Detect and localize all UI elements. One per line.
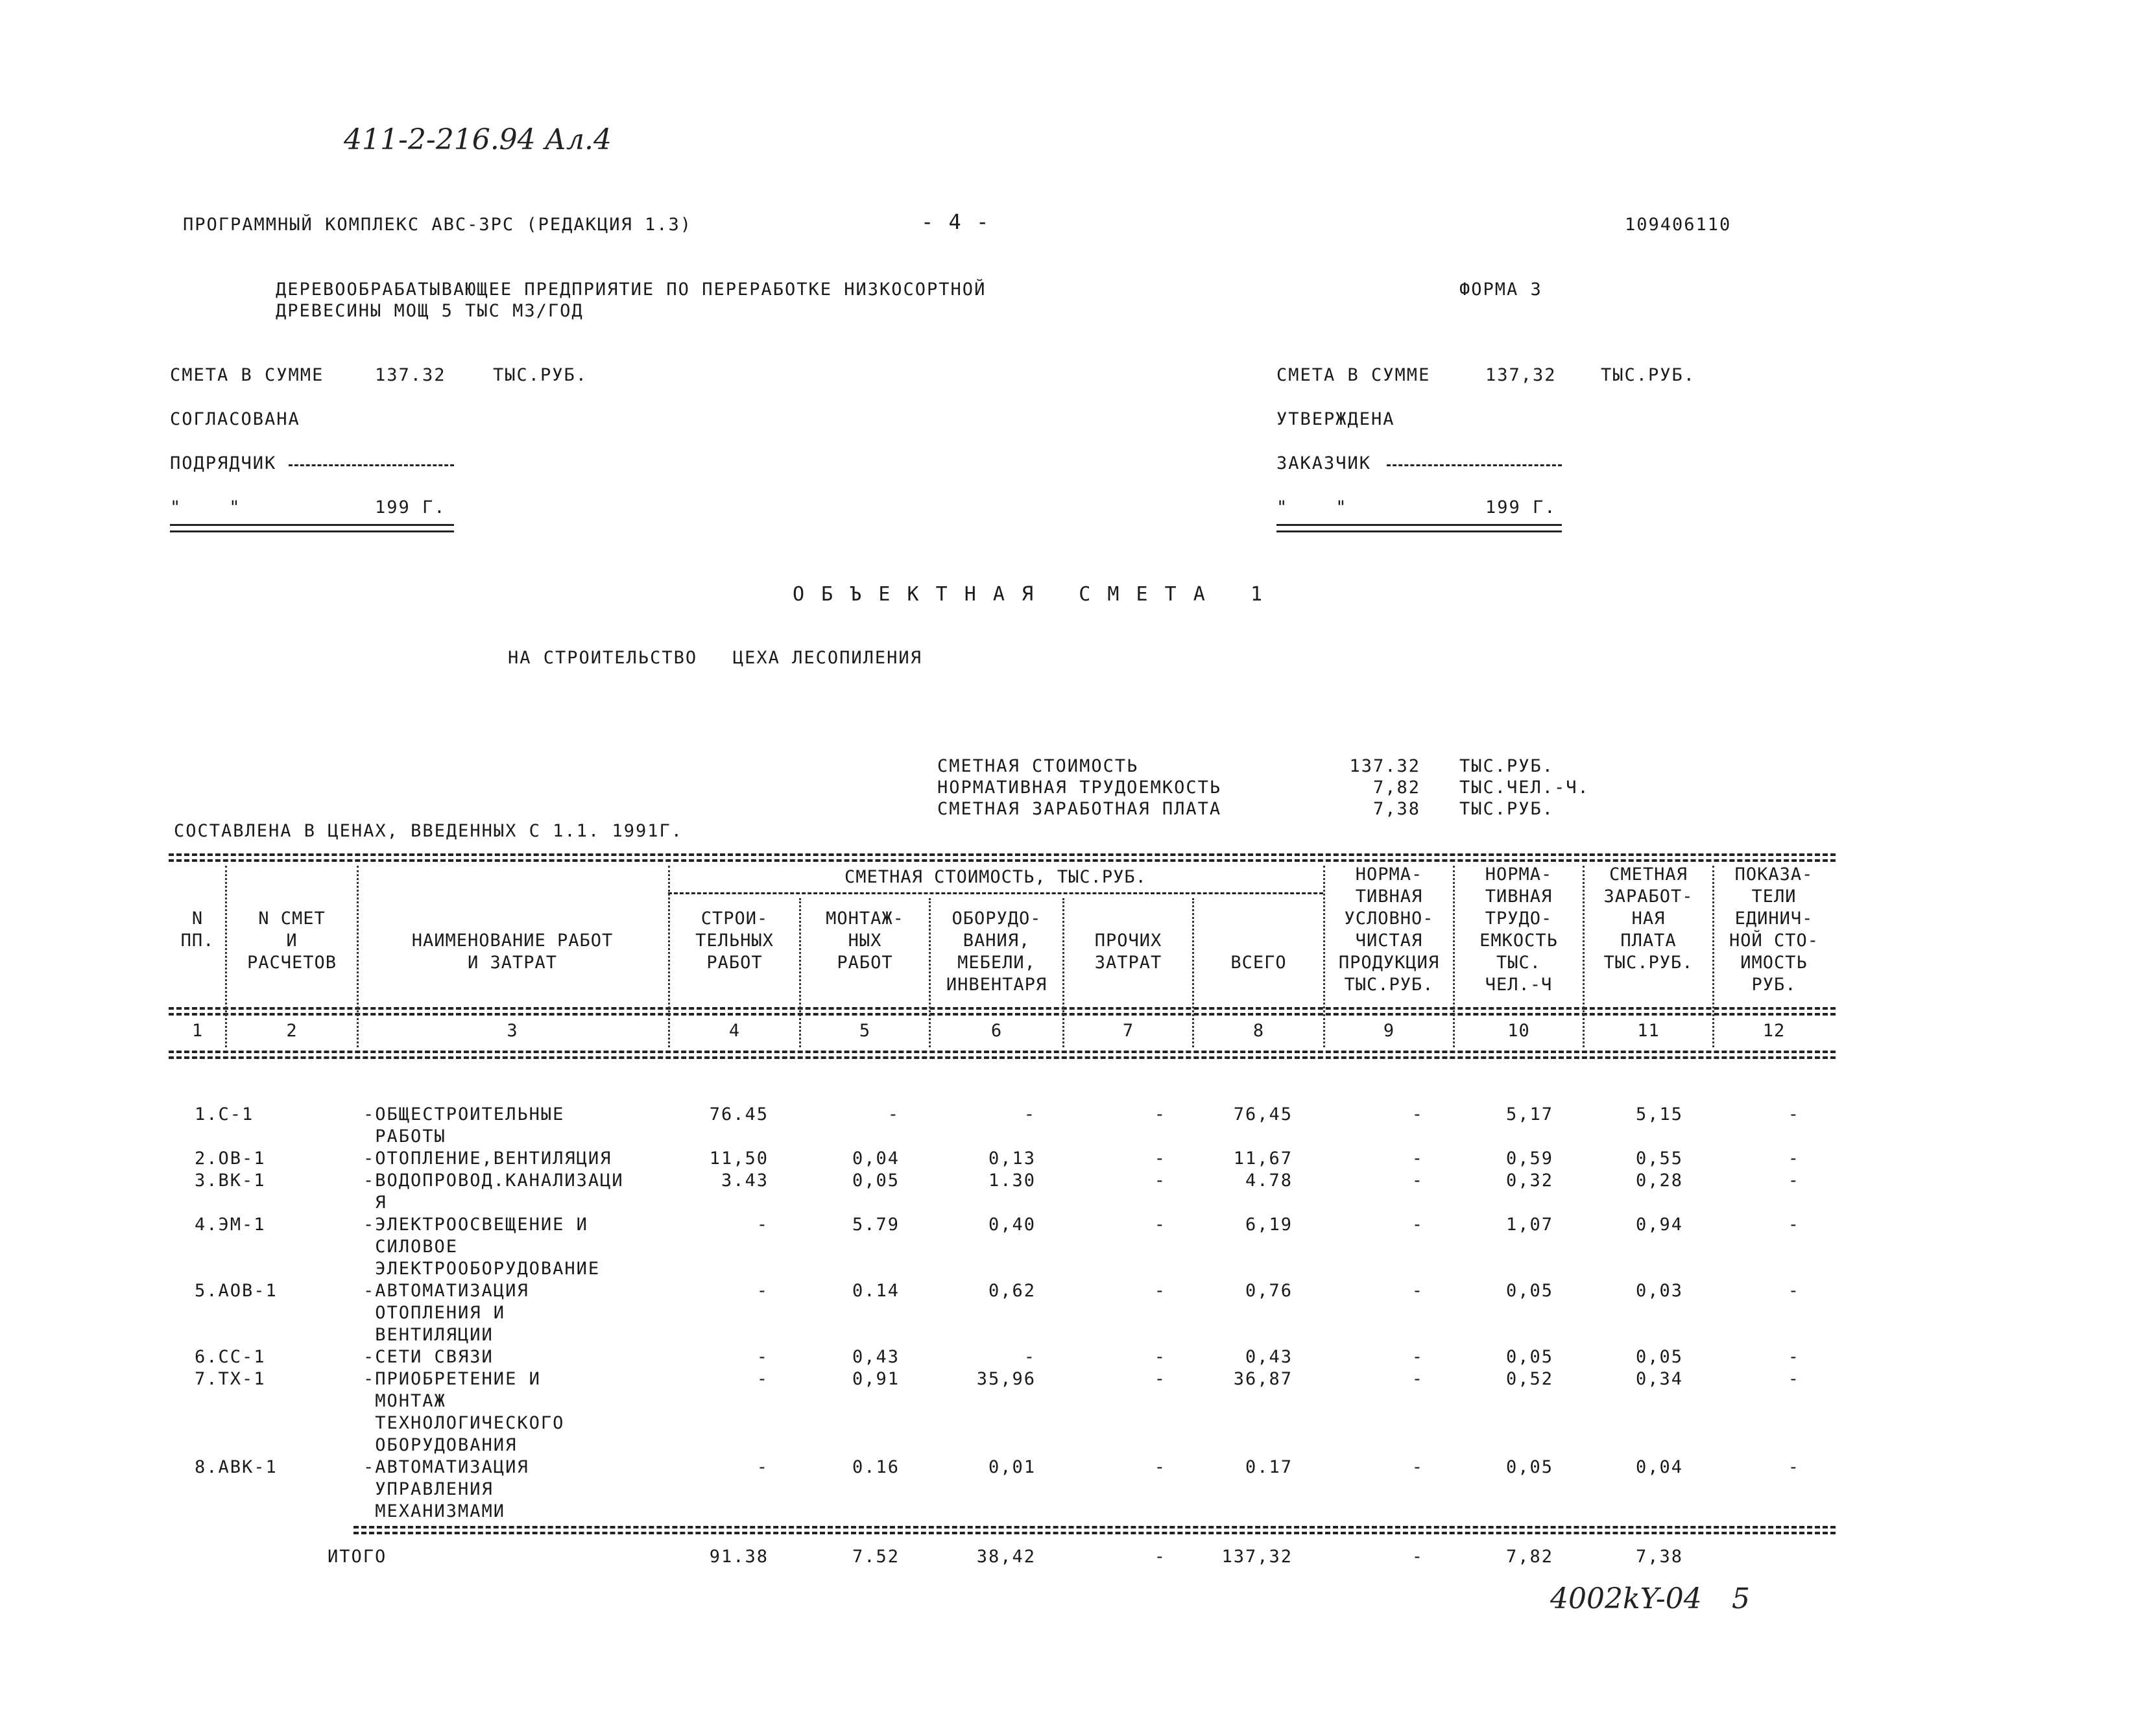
- total-label: ИТОГО: [328, 1547, 387, 1567]
- total-rule-2: [353, 1532, 1836, 1534]
- row-cell-c6: 0,13: [988, 1148, 1036, 1169]
- row-cell-c11: 0,28: [1635, 1171, 1683, 1191]
- row-cell-c5: 0.14: [852, 1281, 900, 1301]
- prices-note: СОСТАВЛЕНА В ЦЕНАХ, ВВЕДЕННЫХ С 1.1. 1991Г.: [174, 821, 683, 841]
- row-cell-c10: 0,05: [1505, 1457, 1553, 1477]
- total-c8: 137,32: [1221, 1547, 1293, 1567]
- handwritten-top-code: 411-2-216.94 Ал.4: [344, 123, 612, 156]
- row-cell-c10: 0,05: [1505, 1347, 1553, 1367]
- row-name: -ОБЩЕСТРОИТЕЛЬНЫЕ РАБОТЫ: [363, 1104, 565, 1147]
- row-cell-c10: 5,17: [1505, 1104, 1553, 1124]
- total-c7: -: [1154, 1547, 1166, 1567]
- row-cell-c8: 0.17: [1245, 1457, 1293, 1477]
- page-marker: - 4 -: [921, 209, 990, 234]
- row-cell-c7: -: [1154, 1369, 1166, 1389]
- row-code: 6.СС-1: [195, 1347, 266, 1367]
- signature-line-left: [289, 464, 454, 466]
- row-cell-c10: 0,05: [1505, 1281, 1553, 1301]
- date-underline-right: [1276, 524, 1562, 526]
- quotes-right: " ": [1276, 497, 1348, 517]
- row-code: 4.ЭМ-1: [195, 1215, 266, 1235]
- row-cell-c8: 36,87: [1233, 1369, 1293, 1389]
- colnum-bottom-rule: [169, 1051, 1836, 1053]
- row-cell-c6: 0,62: [988, 1281, 1036, 1301]
- header-col-5: МОНТАЖ- НЫХ РАБОТ: [826, 909, 904, 973]
- row-cell-c6: -: [1024, 1104, 1036, 1124]
- row-cell-c4: 11,50: [709, 1148, 769, 1169]
- row-cell-c9: -: [1411, 1104, 1424, 1124]
- row-cell-c11: 0,03: [1635, 1281, 1683, 1301]
- status-right: УТВЕРЖДЕНА: [1276, 409, 1395, 429]
- project-line-1: ДЕРЕВООБРАБАТЫВАЮЩЕЕ ПРЕДПРИЯТИЕ ПО ПЕРЕРАБОТКЕ НИЗКОСОРТНОЙ: [276, 279, 987, 300]
- row-cell-c4: -: [756, 1369, 769, 1389]
- status-left: СОГЛАСОВАНА: [170, 409, 300, 429]
- row-cell-c7: -: [1154, 1457, 1166, 1477]
- row-name: -АВТОМАТИЗАЦИЯ ОТОПЛЕНИЯ И ВЕНТИЛЯЦИИ: [363, 1281, 529, 1345]
- col-sep: [1323, 866, 1325, 1047]
- row-cell-c9: -: [1411, 1171, 1424, 1191]
- colnum-bottom-rule-2: [169, 1056, 1836, 1059]
- summary-value-labor: 7,82: [1372, 778, 1420, 798]
- total-c10: 7,82: [1505, 1547, 1553, 1567]
- row-cell-c9: -: [1411, 1148, 1424, 1169]
- header-col-2: N СМЕТ И РАСЧЕТОВ: [246, 909, 337, 973]
- col-sep: [668, 866, 670, 1047]
- row-cell-c5: 0,43: [852, 1347, 900, 1367]
- row-code: 1.С-1: [195, 1104, 254, 1124]
- total-c5: 7.52: [852, 1547, 900, 1567]
- row-name: -ПРИОБРЕТЕНИЕ И МОНТАЖ ТЕХНОЛОГИЧЕСКОГО ОБОРУДОВАНИЯ: [363, 1369, 565, 1455]
- row-cell-c5: 0,91: [852, 1369, 900, 1389]
- group-header-rule: [668, 892, 1323, 894]
- summary-unit-cost: ТЫС.РУБ.: [1459, 756, 1555, 776]
- summary-value-cost: 137.32: [1349, 756, 1420, 776]
- table-top-rule-2: [169, 859, 1836, 862]
- header-col-9: НОРМА- ТИВНАЯ УСЛОВНО- ЧИСТАЯ ПРОДУКЦИЯ ТЫС.РУБ.: [1338, 864, 1440, 995]
- row-cell-c8: 0,76: [1245, 1281, 1293, 1301]
- row-cell-c8: 76,45: [1233, 1104, 1293, 1124]
- header-bottom-rule-2: [169, 1013, 1836, 1016]
- col-sep: [225, 866, 227, 1047]
- date-underline-left-2: [170, 530, 454, 532]
- sum-value-right: 137,32: [1485, 365, 1557, 385]
- colnum: 10: [1507, 1021, 1530, 1041]
- header-bottom-rule: [169, 1007, 1836, 1010]
- row-cell-c5: 0,05: [852, 1171, 900, 1191]
- header-col-12: ПОКАЗА- ТЕЛИ ЕДИНИЧ- НОЙ СТО- ИМОСТЬ РУБ.: [1729, 864, 1819, 995]
- row-name: -ЭЛЕКТРООСВЕЩЕНИЕ И СИЛОВОЕ ЭЛЕКТРООБОРУДОВАНИЕ: [363, 1215, 601, 1279]
- row-cell-c7: -: [1154, 1347, 1166, 1367]
- total-c9: -: [1411, 1547, 1424, 1567]
- row-cell-c7: -: [1154, 1171, 1166, 1191]
- colnum: 6: [990, 1021, 1003, 1041]
- row-cell-c10: 0,32: [1505, 1171, 1553, 1191]
- row-cell-c9: -: [1411, 1369, 1424, 1389]
- row-cell-c11: 0,34: [1635, 1369, 1683, 1389]
- row-cell-c7: -: [1154, 1281, 1166, 1301]
- colnum: 1: [191, 1021, 204, 1041]
- row-cell-c12: -: [1788, 1457, 1800, 1477]
- row-cell-c12: -: [1788, 1347, 1800, 1367]
- total-c11: 7,38: [1635, 1547, 1683, 1567]
- header-col-7: ПРОЧИХ ЗАТРАТ: [1094, 931, 1162, 973]
- row-cell-c5: -: [887, 1104, 900, 1124]
- colnum: 12: [1762, 1021, 1786, 1041]
- signature-line-right: [1387, 464, 1562, 466]
- party-right: ЗАКАЗЧИК: [1276, 453, 1372, 473]
- row-cell-c5: 5.79: [852, 1215, 900, 1235]
- row-cell-c12: -: [1788, 1369, 1800, 1389]
- document-title: О Б Ъ Е К Т Н А Я С М Е Т А 1: [793, 583, 1265, 606]
- row-cell-c9: -: [1411, 1281, 1424, 1301]
- row-cell-c4: -: [756, 1215, 769, 1235]
- total-c6: 38,42: [976, 1547, 1036, 1567]
- col-sep: [1583, 866, 1585, 1047]
- row-code: 8.АВК-1: [195, 1457, 278, 1477]
- row-cell-c6: 0,01: [988, 1457, 1036, 1477]
- row-cell-c7: -: [1154, 1215, 1166, 1235]
- year-right: 199 Г.: [1485, 497, 1557, 517]
- row-cell-c4: 76.45: [709, 1104, 769, 1124]
- year-left: 199 Г.: [375, 497, 446, 517]
- row-cell-c6: 35,96: [976, 1369, 1036, 1389]
- row-cell-c12: -: [1788, 1215, 1800, 1235]
- row-cell-c6: 0,40: [988, 1215, 1036, 1235]
- col-sep: [799, 898, 801, 1047]
- handwritten-bottom-code: 4002kY-04: [1550, 1582, 1702, 1615]
- row-cell-c11: 0,55: [1635, 1148, 1683, 1169]
- party-left: ПОДРЯДЧИК: [170, 453, 277, 473]
- row-cell-c11: 0,94: [1635, 1215, 1683, 1235]
- summary-unit-wage: ТЫС.РУБ.: [1459, 799, 1555, 819]
- row-cell-c10: 0,59: [1505, 1148, 1553, 1169]
- col-sep: [357, 866, 359, 1047]
- row-cell-c11: 0,04: [1635, 1457, 1683, 1477]
- row-name: -ВОДОПРОВОД.КАНАЛИЗАЦИ Я: [363, 1171, 624, 1213]
- colnum: 3: [507, 1021, 518, 1041]
- colnum: 8: [1252, 1021, 1265, 1041]
- colnum: 4: [728, 1021, 741, 1041]
- row-cell-c8: 11,67: [1233, 1148, 1293, 1169]
- total-c4: 91.38: [709, 1547, 769, 1567]
- summary-label-wage: СМЕТНАЯ ЗАРАБОТНАЯ ПЛАТА: [937, 799, 1222, 819]
- row-cell-c9: -: [1411, 1215, 1424, 1235]
- col-sep: [1192, 898, 1194, 1047]
- sum-value-left: 137.32: [375, 365, 446, 385]
- group-header: СМЕТНАЯ СТОИМОСТЬ, ТЫС.РУБ.: [844, 867, 1147, 887]
- row-cell-c5: 0,04: [852, 1148, 900, 1169]
- row-cell-c8: 4.78: [1245, 1171, 1293, 1191]
- row-name: -ОТОПЛЕНИЕ,ВЕНТИЛЯЦИЯ: [363, 1148, 612, 1169]
- row-cell-c12: -: [1788, 1281, 1800, 1301]
- colnum: 11: [1637, 1021, 1660, 1041]
- row-cell-c8: 0,43: [1245, 1347, 1293, 1367]
- row-cell-c6: 1.30: [988, 1171, 1036, 1191]
- total-rule: [353, 1526, 1836, 1528]
- row-cell-c8: 6,19: [1245, 1215, 1293, 1235]
- row-cell-c7: -: [1154, 1148, 1166, 1169]
- row-code: 5.АОВ-1: [195, 1281, 278, 1301]
- row-cell-c4: -: [756, 1457, 769, 1477]
- form-number: ФОРМА 3: [1459, 279, 1542, 300]
- sum-unit-right: ТЫС.РУБ.: [1601, 365, 1696, 385]
- program-name: ПРОГРАММНЫЙ КОМПЛЕКС АВС-3РС (РЕДАКЦИЯ 1.3): [183, 215, 692, 235]
- doc-number: 109406110: [1625, 215, 1732, 235]
- row-cell-c10: 1,07: [1505, 1215, 1553, 1235]
- row-cell-c9: -: [1411, 1457, 1424, 1477]
- colnum: 9: [1383, 1021, 1395, 1041]
- header-col-10: НОРМА- ТИВНАЯ ТРУДО- ЕМКОСТЬ ТЫС. ЧЕЛ.-Ч: [1479, 864, 1558, 995]
- table-top-rule: [169, 853, 1836, 856]
- row-cell-c5: 0.16: [852, 1457, 900, 1477]
- colnum: 5: [859, 1021, 871, 1041]
- header-col-4: СТРОИ- ТЕЛЬНЫХ РАБОТ: [695, 909, 774, 973]
- col-sep: [1712, 866, 1714, 1047]
- quotes-left: " ": [170, 497, 241, 517]
- handwritten-page-number: 5: [1732, 1582, 1750, 1615]
- row-cell-c4: -: [756, 1347, 769, 1367]
- row-cell-c10: 0,52: [1505, 1369, 1553, 1389]
- row-cell-c12: -: [1788, 1148, 1800, 1169]
- col-sep: [1062, 898, 1064, 1047]
- col-sep: [929, 898, 931, 1047]
- colnum: 2: [286, 1021, 298, 1041]
- row-cell-c6: -: [1024, 1347, 1036, 1367]
- row-cell-c11: 5,15: [1635, 1104, 1683, 1124]
- summary-label-cost: СМЕТНАЯ СТОИМОСТЬ: [937, 756, 1139, 776]
- sum-label-left: СМЕТА В СУММЕ: [170, 365, 324, 385]
- header-col-1: N ПП.: [180, 909, 215, 951]
- sum-label-right: СМЕТА В СУММЕ: [1276, 365, 1431, 385]
- row-name: -АВТОМАТИЗАЦИЯ УПРАВЛЕНИЯ МЕХАНИЗМАМИ: [363, 1457, 529, 1521]
- summary-label-labor: НОРМАТИВНАЯ ТРУДОЕМКОСТЬ: [937, 778, 1222, 798]
- date-underline-right-2: [1276, 530, 1562, 532]
- project-line-2: ДРЕВЕСИНЫ МОЩ 5 ТЫС М3/ГОД: [276, 301, 584, 321]
- row-cell-c12: -: [1788, 1104, 1800, 1124]
- colnum: 7: [1122, 1021, 1134, 1041]
- row-code: 2.ОВ-1: [195, 1148, 266, 1169]
- row-cell-c4: 3.43: [721, 1171, 769, 1191]
- header-col-3: НАИМЕНОВАНИЕ РАБОТ И ЗАТРАТ: [411, 931, 614, 973]
- row-cell-c9: -: [1411, 1347, 1424, 1367]
- sum-unit-left: ТЫС.РУБ.: [493, 365, 588, 385]
- row-name: -СЕТИ СВЯЗИ: [363, 1347, 494, 1367]
- row-cell-c4: -: [756, 1281, 769, 1301]
- col-sep: [1453, 866, 1455, 1047]
- row-code: 3.ВК-1: [195, 1171, 266, 1191]
- document-subtitle: НА СТРОИТЕЛЬСТВО ЦЕХА ЛЕСОПИЛЕНИЯ: [508, 648, 922, 668]
- row-code: 7.ТХ-1: [195, 1369, 266, 1389]
- row-cell-c7: -: [1154, 1104, 1166, 1124]
- summary-value-wage: 7,38: [1372, 799, 1420, 819]
- row-cell-c12: -: [1788, 1171, 1800, 1191]
- summary-unit-labor: ТЫС.ЧЕЛ.-Ч.: [1459, 778, 1590, 798]
- row-cell-c11: 0,05: [1635, 1347, 1683, 1367]
- header-col-6: ОБОРУДО- ВАНИЯ, МЕБЕЛИ, ИНВЕНТАРЯ: [946, 909, 1048, 995]
- header-col-8: ВСЕГО: [1230, 953, 1287, 973]
- date-underline-left: [170, 524, 454, 526]
- header-col-11: СМЕТНАЯ ЗАРАБОТ- НАЯ ПЛАТА ТЫС.РУБ.: [1603, 864, 1694, 973]
